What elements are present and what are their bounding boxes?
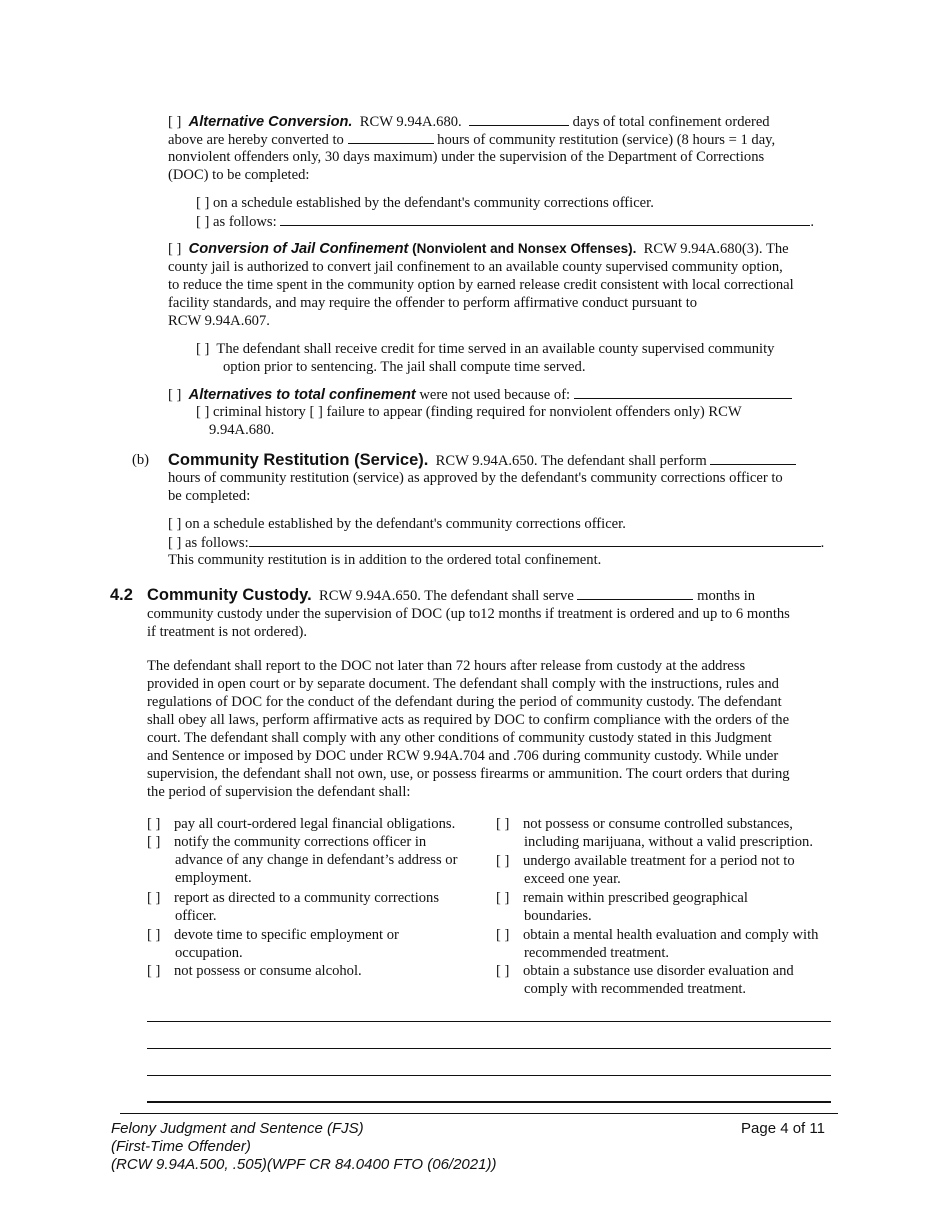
alternatives-line-2[interactable]: [ ] criminal history [ ] failure to appear (finding required for nonviolent offenders only) RCW [196,404,742,420]
condition-text: remain within prescribed geographical [523,890,748,906]
restitution-text-1: RCW 9.94A.650. The defendant shall perform [435,453,707,469]
custody-paragraph-line: and Sentence or imposed by DOC under RCW 9.94A.704 and .706 during community custody. While under [147,748,779,764]
write-in-line[interactable] [147,1075,831,1076]
alternatives-line-1 [168,385,792,404]
custody-paragraph-line: court. The defendant shall comply with any other conditions of community custody stated in this Judgment [147,730,772,746]
alt-conversion-title: Alternative Conversion. [188,114,353,130]
custody-paragraph-line: supervision, the defendant shall not own, use, or possess firearms or ammunition. The court orders that during [147,766,790,782]
alternatives-checkbox[interactable]: [ ] [168,387,182,403]
write-in-line[interactable] [147,1048,831,1049]
alt-conversion-line-2 [168,130,775,149]
hours-blank[interactable] [348,130,434,144]
condition-text: notify the community corrections officer in [174,834,427,850]
alt-conversion-checkbox[interactable]: [ ] [168,114,182,130]
alt-conversion-rcw: RCW 9.94A.680. [359,114,462,130]
custody-paragraph-line: The defendant shall report to the DOC not later than 72 hours after release from custody at the address [147,658,746,674]
write-in-line[interactable] [147,1101,831,1103]
condition-checkbox[interactable]: [ ] [496,853,510,869]
custody-title: Community Custody. [147,586,312,604]
jail-conversion-line-1 [168,240,789,258]
custody-months-blank[interactable] [577,586,693,600]
condition-text: including marijuana, without a valid prescription. [524,834,813,850]
condition-text: report as directed to a community corrections [174,890,440,906]
alt-conversion-option-schedule[interactable]: [ ] on a schedule established by the defendant's community corrections officer. [196,195,654,211]
condition-text: recommended treatment. [524,945,670,961]
footer-form-code: (RCW 9.94A.500, .505)(WPF CR 84.0400 FTO (06/2021)) [111,1156,497,1173]
custody-paragraph-line: provided in open court or by separate document. The defendant shall comply with the instructions, rules and [147,676,779,692]
restitution-line-1 [168,451,796,470]
restitution-line-3: be completed: [168,488,251,504]
alternatives-title: Alternatives to total confinement [188,387,416,403]
condition-text: devote time to specific employment or [174,927,399,943]
custody-line-3: if treatment is not ordered). [147,624,308,640]
restitution-hours-blank[interactable] [710,451,796,465]
jail-conversion-text-line: facility standards, and may require the offender to perform affirmative conduct pursuant to [168,295,698,311]
condition-text: employment. [175,870,252,886]
condition-text: occupation. [175,945,243,961]
custody-line-2: community custody under the supervision of DOC (up to12 months if treatment is ordered and up to 6 months [147,606,790,622]
condition-text: advance of any change in defendant’s address or [175,852,458,868]
condition-text: pay all court-ordered legal financial obligations. [174,816,456,832]
condition-checkbox[interactable]: [ ] [147,927,161,943]
condition-checkbox[interactable]: [ ] [147,890,161,906]
condition-text: comply with recommended treatment. [524,981,747,997]
alternatives-line-3: 9.94A.680. [209,422,275,438]
condition-text: obtain a mental health evaluation and comply with [523,927,819,943]
credit-line-1 [196,340,774,358]
condition-checkbox[interactable]: [ ] [496,963,510,979]
restitution-follows-blank[interactable] [249,533,821,547]
footer-form-subtitle: (First-Time Offender) [111,1138,251,1155]
section-number: 4.2 [110,586,133,604]
condition-checkbox[interactable]: [ ] [496,927,510,943]
jail-conversion-title: Conversion of Jail Confinement [188,241,409,257]
jail-conversion-text-line: to reduce the time spent in the community option by earned release credit consistent with local correctional [168,277,794,293]
condition-checkbox[interactable]: [ ] [147,963,161,979]
alt-conversion-text-1: days of total confinement ordered [572,114,770,130]
restitution-follows-label[interactable]: [ ] as follows: [168,535,249,551]
condition-checkbox[interactable]: [ ] [147,816,161,832]
credit-line-2: option prior to sentencing. The jail shall compute time served. [223,359,586,375]
alt-conversion-follows-blank[interactable] [280,212,810,226]
condition-text: not possess or consume alcohol. [174,963,362,979]
jail-conversion-text-line: county jail is authorized to convert jail confinement to an available county supervised community option, [168,259,783,275]
alternatives-blank[interactable] [574,385,792,399]
condition-text: not possess or consume controlled substances, [523,816,793,832]
custody-paragraph-line: regulations of DOC for the conduct of the defendant during the period of community custody. The defendant [147,694,782,710]
condition-text: undergo available treatment for a period not to [523,853,795,869]
credit-checkbox[interactable]: [ ] [196,341,210,357]
restitution-label: (b) [132,452,150,468]
custody-text-1b: months in [697,588,756,604]
custody-text-1: RCW 9.94A.650. The defendant shall serve [319,588,574,604]
custody-paragraph-line: shall obey all laws, perform affirmative acts as required by DOC to confirm compliance with the orders of the [147,712,790,728]
condition-checkbox[interactable]: [ ] [496,890,510,906]
days-blank[interactable] [469,112,569,126]
alt-conversion-text-2: above are hereby converted to [168,132,344,148]
write-in-line[interactable] [147,1021,831,1022]
jail-conversion-rcw: RCW 9.94A.680(3). The [643,241,789,257]
restitution-note: This community restitution is in addition to the ordered total confinement. [168,552,602,568]
jail-conversion-checkbox[interactable]: [ ] [168,241,182,257]
alt-conversion-option-follows: [ ] as follows: . [196,214,814,230]
alt-conversion-line-1 [168,112,770,131]
restitution-option-schedule[interactable]: [ ] on a schedule established by the defendant's community corrections officer. [168,516,626,532]
footer-form-title: Felony Judgment and Sentence (FJS) [111,1120,364,1137]
alt-conversion-text-2b: hours of community restitution (service) (8 hours = 1 day, [437,132,776,148]
condition-text: boundaries. [524,908,592,924]
jail-conversion-subtitle: (Nonviolent and Nonsex Offenses). [412,241,637,256]
custody-paragraph-line: the period of supervision the defendant shall: [147,784,411,800]
alt-conversion-line-4: (DOC) to be completed: [168,167,310,183]
restitution-title: Community Restitution (Service). [168,451,429,469]
alt-conversion-line-3: nonviolent offenders only, 30 days maximum) under the supervision of the Department of Corrections [168,149,765,165]
condition-text: officer. [175,908,217,924]
restitution-option-follows: [ ] as follows: . [168,535,825,551]
page-number: Page 4 of 11 [741,1120,825,1137]
credit-text: The defendant shall receive credit for time served in an available county supervised community [216,341,775,357]
condition-checkbox[interactable]: [ ] [147,834,161,850]
restitution-line-2: hours of community restitution (service) as approved by the defendant's community corrections officer to [168,470,783,486]
alt-conversion-follows-label[interactable]: [ ] as follows: [196,214,277,230]
condition-checkbox[interactable]: [ ] [496,816,510,832]
condition-text: exceed one year. [524,871,621,887]
jail-conversion-text-line: RCW 9.94A.607. [168,313,270,329]
footer-divider [120,1113,838,1114]
custody-line-1 [147,586,755,605]
condition-text: obtain a substance use disorder evaluation and [523,963,794,979]
alternatives-text: were not used because of: [419,387,571,403]
